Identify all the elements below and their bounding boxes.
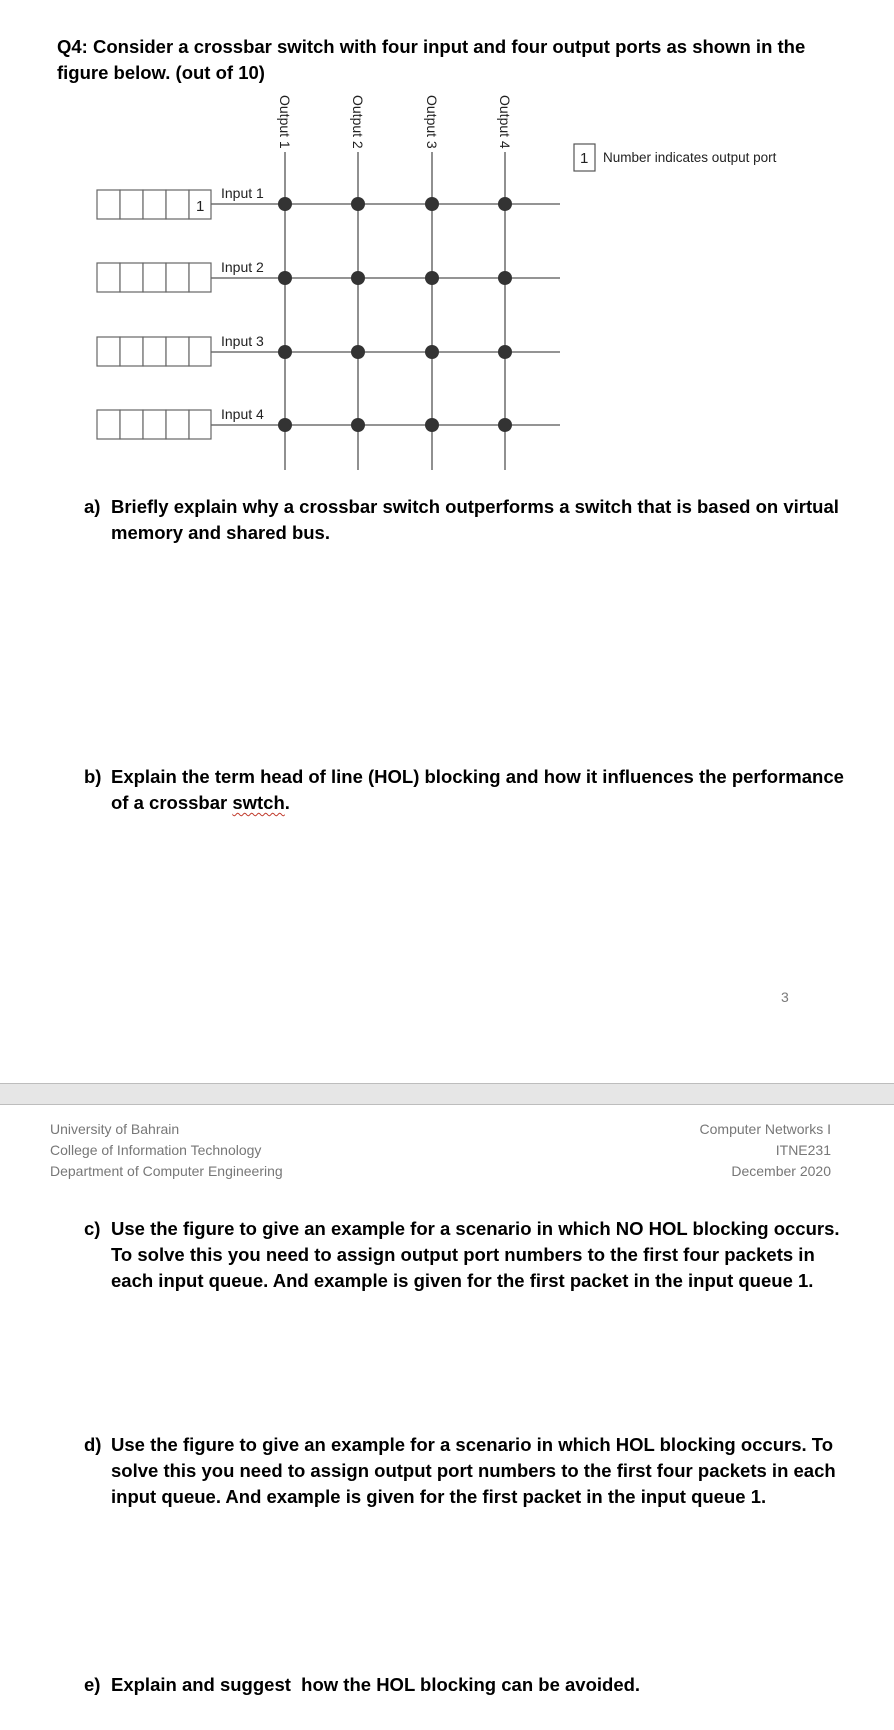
part-e-line-1: Explain and suggest how the HOL blocking can be avoided. — [111, 1674, 641, 1695]
output-label-1: Output 1 — [277, 95, 293, 149]
crosspoint — [498, 197, 512, 211]
part-b-label: b) — [84, 766, 102, 787]
part-a-line-2: memory and shared bus. — [111, 522, 330, 543]
crosspoint — [498, 345, 512, 359]
header-date: December 2020 — [731, 1163, 831, 1179]
input-queue-2 — [97, 263, 211, 292]
input-label-3: Input 3 — [221, 333, 264, 349]
part-d-line-2: solve this you need to assign output port numbers to the first four packets in each — [111, 1460, 836, 1481]
output-label-4: Output 4 — [497, 95, 513, 149]
input-lines — [211, 204, 560, 425]
crosspoint — [351, 271, 365, 285]
crosspoint — [351, 345, 365, 359]
crosspoint — [498, 271, 512, 285]
header-left — [50, 1119, 283, 1182]
question-title-line-1: Q4: Consider a crossbar switch with four input and four output ports as shown in the — [57, 36, 806, 57]
input-label-1: Input 1 — [221, 185, 264, 201]
part-c-line-2: To solve this you need to assign output port numbers to the first four packets in — [111, 1244, 815, 1265]
crosspoint — [278, 197, 292, 211]
crosspoint — [498, 418, 512, 432]
output-label-3: Output 3 — [424, 95, 440, 149]
header-college: College of Information Technology — [50, 1142, 262, 1158]
crosspoint — [278, 271, 292, 285]
part-d-line-1: Use the figure to give an example for a scenario in which HOL blocking occurs. To — [111, 1434, 834, 1455]
input-label-2: Input 2 — [221, 259, 264, 275]
crosspoint — [351, 197, 365, 211]
crosspoint — [278, 418, 292, 432]
part-b-line-2-text: of a crossbar — [111, 792, 233, 813]
input-queue-3 — [97, 337, 211, 366]
crosspoint — [425, 197, 439, 211]
part-e-label: e) — [84, 1674, 101, 1695]
part-c-line-1: Use the figure to give an example for a scenario in which NO HOL blocking occurs. — [111, 1218, 840, 1239]
queue-1-head-packet: 1 — [196, 198, 205, 215]
header-university: University of Bahrain — [50, 1121, 180, 1137]
part-b-line-2 — [111, 790, 844, 816]
output-label-2: Output 2 — [350, 95, 366, 149]
crossbar-switch-figure — [0, 0, 894, 480]
part-d-label: d) — [84, 1434, 102, 1455]
output-lines — [285, 152, 505, 470]
input-queue-1 — [97, 190, 211, 219]
header-right — [700, 1119, 831, 1182]
part-a-line-1: Briefly explain why a crossbar switch outperforms a switch that is based on virtual — [111, 496, 839, 517]
part-b-line-2-end: . — [284, 792, 290, 813]
crosspoint — [425, 271, 439, 285]
crosspoint — [278, 345, 292, 359]
header-course-code: ITNE231 — [775, 1142, 831, 1158]
page-number: 3 — [781, 989, 789, 1005]
misspelled-word[interactable]: swtch — [232, 792, 285, 813]
crosspoint — [425, 418, 439, 432]
header-department: Department of Computer Engineering — [50, 1163, 283, 1179]
legend-text: Number indicates output port — [603, 150, 777, 165]
header-course: Computer Networks I — [699, 1121, 831, 1137]
crosspoint — [425, 345, 439, 359]
input-label-4: Input 4 — [221, 406, 264, 422]
crosspoint — [351, 418, 365, 432]
crosspoints — [278, 197, 512, 432]
part-a-label: a) — [84, 496, 101, 517]
part-b-line-1: Explain the term head of line (HOL) blocking and how it influences the performance — [111, 766, 844, 787]
document-page-2 — [0, 1104, 894, 1730]
question-title-line-2: figure below. (out of 10) — [57, 62, 265, 83]
part-c-label: c) — [84, 1218, 101, 1239]
legend-box-value: 1 — [580, 150, 589, 167]
input-queue-4 — [97, 410, 211, 439]
part-c-line-3: each input queue. And example is given for the first packet in the input queue 1. — [111, 1270, 814, 1291]
part-d-line-3: input queue. And example is given for the first packet in the input queue 1. — [111, 1486, 767, 1507]
